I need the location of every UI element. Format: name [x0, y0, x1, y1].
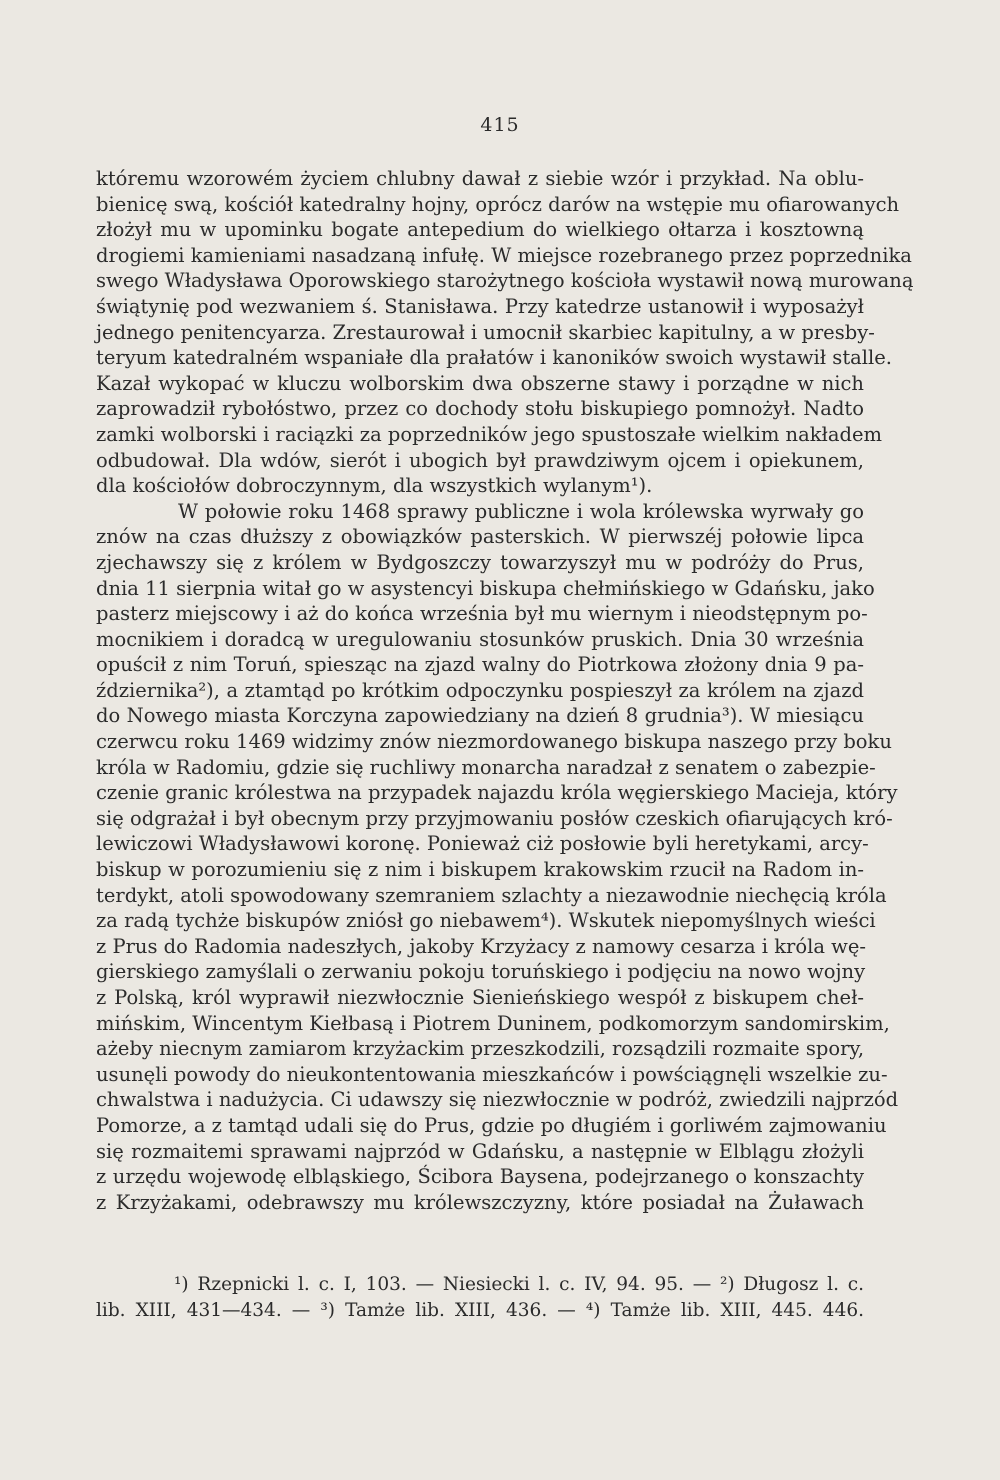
- page-number: 415: [480, 114, 520, 136]
- text-line: znów na czas dłuższy z obowiązków pasterskich. W pierwszéj połowie lipca: [96, 525, 864, 549]
- text-line: za radą tychże biskupów zniósł go niebawem⁴). Wskutek niepomyślnych wieści: [96, 909, 876, 933]
- text-line: świątynię pod wezwaniem ś. Stanisława. Przy katedrze ustanowił i wyposażył: [96, 294, 864, 318]
- text-line: odbudował. Dla wdów, sierót i ubogich był prawdziwym ojcem i opiekunem,: [96, 448, 864, 472]
- text-line: się odgrażał i był obecnym przy przyjmowaniu posłów czeskich ofiarujących kró-: [96, 806, 893, 830]
- text-line: drogiemi kamieniami nasadzaną infułę. W miejsce rozebranego przez poprzednika: [96, 243, 912, 267]
- text-line: któremu wzorowém życiem chlubny dawał z siebie wzór i przykład. Na oblu-: [96, 167, 864, 190]
- text-line: króla w Radomiu, gdzie się ruchliwy monarcha naradzał z senatem o zabezpie-: [96, 755, 876, 779]
- footnotes: [96, 1272, 864, 1324]
- paragraph-start-line: W połowie roku 1468 sprawy publiczne i wola królewska wyrwały go: [178, 499, 864, 523]
- text-line: gierskiego zamyślali o zerwaniu pokoju toruńskiego i podjęciu na nowo wojny: [96, 960, 866, 984]
- text-line: usunęli powody do nieukontentowania mieszkańców i powściągnęli wszelkie zu-: [96, 1062, 888, 1086]
- paragraph-end-line: dla kościołów dobroczynnym, dla wszystkich wylanym¹).: [96, 474, 653, 498]
- footnote-line: ¹) Rzepnicki l. c. I, 103. — Niesiecki l. c. IV, 94. 95. — ²) Długosz l. c.: [174, 1274, 864, 1295]
- text-line: pasterz miejscowy i aż do końca września był mu wiernym i nieodstępnym po-: [96, 602, 868, 626]
- text-line: jednego penitencyarza. Zrestaurował i umocnił skarbiec kapitulny, a w presby-: [96, 320, 875, 344]
- text-line: czerwcu roku 1469 widzimy znów niezmordowanego biskupa naszego przy boku: [96, 730, 892, 754]
- text-line: mińskim, Wincentym Kiełbasą i Piotrem Duninem, podkomorzym sandomirskim,: [96, 1011, 890, 1035]
- text-line: Kazał wykopać w kluczu wolborskim dwa obszerne stawy i porządne w nich: [96, 371, 864, 395]
- text-line: mocnikiem i doradcą w uregulowaniu stosunków pruskich. Dnia 30 września: [96, 627, 864, 651]
- text-line: z Prus do Radomia nadeszłych, jakoby Krzyżacy z namowy cesarza i króla wę-: [96, 934, 866, 958]
- text-line: z Krzyżakami, odebrawszy mu królewszczyzny, które posiadał na Żuławach: [96, 1190, 864, 1214]
- text-line: się rozmaitemi sprawami najprzód w Gdańsku, a następnie w Elblągu złożyli: [96, 1139, 864, 1163]
- text-line: teryum katedralném wspaniałe dla prałatów i kanoników swoich wystawił stalle.: [96, 346, 892, 370]
- text-line: ździernika²), a ztamtąd po krótkim odpoczynku pospieszył za królem na zjazd: [96, 678, 864, 702]
- body-text: [96, 166, 914, 1215]
- text-line: chwalstwa i nadużycia. Ci udawszy się niezwłocznie w podróż, zwiedzili najprzód: [96, 1088, 899, 1112]
- text-line: z Polską, król wyprawił niezwłocznie Sienieńskiego wespół z biskupem cheł-: [96, 986, 864, 1009]
- text-line: zamki wolborski i raciązki za poprzedników jego spustoszałe wielkim nakładem: [96, 422, 882, 446]
- text-line: zjechawszy się z królem w Bydgoszczy towarzyszył mu w podróży do Prus,: [96, 550, 864, 574]
- text-line: terdykt, atoli spowodowany szemraniem szlachty a niezawodnie niechęcią króla: [96, 883, 887, 907]
- text-line: opuścił z nim Toruń, spiesząc na zjazd walny do Piotrkowa złożony dnia 9 pa-: [96, 653, 864, 677]
- text-line: zaprowadził rybołóstwo, przez co dochody stołu biskupiego pomnożył. Nadto: [96, 397, 864, 421]
- text-line: czenie granic królestwa na przypadek najazdu króla węgierskiego Macieja, który: [96, 781, 898, 805]
- text-line: do Nowego miasta Korczyna zapowiedziany na dzień 8 grudnia³). W miesiącu: [96, 704, 864, 728]
- text-line: z urzędu wojewodę elbląskiego, Ścibora Baysena, podejrzanego o konszachty: [96, 1165, 864, 1189]
- text-line: lewiczowi Władysławowi koronę. Ponieważ ciż posłowie byli heretykami, arcy-: [96, 832, 869, 856]
- text-line: swego Władysława Oporowskiego starożytnego kościoła wystawił nową murowaną: [96, 269, 914, 293]
- text-line: biskup w porozumieniu się z nim i biskupem krakowskim rzucił na Radom in-: [96, 858, 864, 882]
- text-line: dnia 11 sierpnia witał go w asystencyi biskupa chełmińskiego w Gdańsku, jako: [96, 576, 875, 600]
- footnote-line: lib. XIII, 431—434. — ³) Tamże lib. XIII, 436. — ⁴) Tamże lib. XIII, 445. 446.: [96, 1300, 864, 1321]
- text-line: bienicę swą, kościół katedralny hojny, oprócz darów na wstępie mu ofiarowanych: [96, 192, 900, 216]
- text-line: złożył mu w upominku bogate antepedium do wielkiego ołtarza i kosztowną: [96, 218, 864, 242]
- text-line: Pomorze, a z tamtąd udali się do Prus, gdzie po długiém i gorliwém zajmowaniu: [96, 1113, 887, 1137]
- text-line: ażeby niecnym zamiarom krzyżackim przeszkodzili, rozsądzili rozmaite spory,: [96, 1037, 865, 1061]
